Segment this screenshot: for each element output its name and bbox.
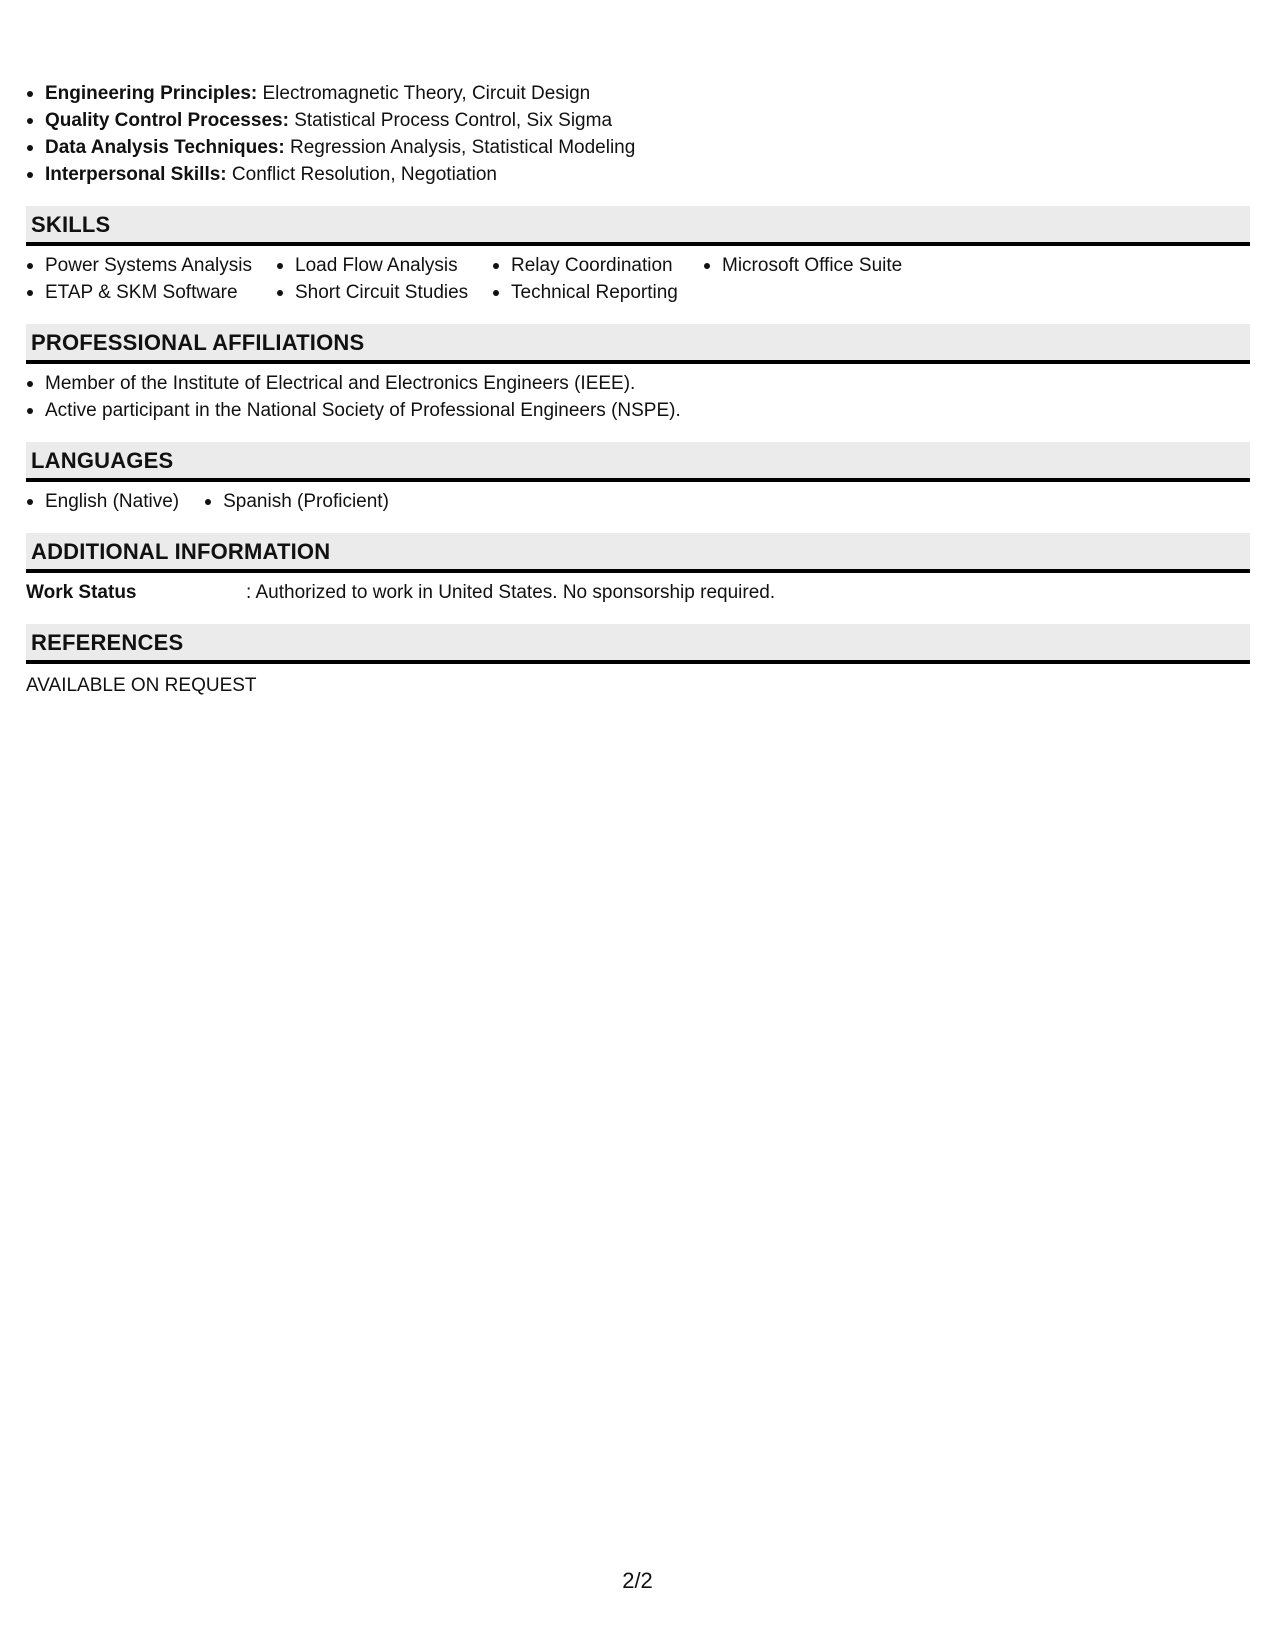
skills-list bbox=[26, 252, 1250, 306]
competency-text: Conflict Resolution, Negotiation bbox=[231, 164, 497, 185]
affiliation-item: Member of the Institute of Electrical and Electronics Engineers (IEEE). bbox=[26, 370, 1250, 397]
skill-item: Power Systems Analysis bbox=[26, 252, 276, 279]
skill-item: Load Flow Analysis bbox=[276, 252, 492, 279]
skills-section-body bbox=[26, 252, 1250, 306]
skill-item: ETAP & SKM Software bbox=[26, 279, 276, 306]
affiliations-section-header bbox=[26, 324, 1250, 364]
references-section-header bbox=[26, 624, 1250, 664]
work-status-label: Work Status bbox=[26, 582, 137, 603]
section-title: ADDITIONAL INFORMATION bbox=[31, 538, 331, 564]
list-item bbox=[26, 161, 1250, 188]
list-item bbox=[26, 134, 1250, 161]
references-text: AVAILABLE ON REQUEST bbox=[26, 675, 257, 696]
additional-info-section-header bbox=[26, 533, 1250, 573]
competency-label: Interpersonal Skills: bbox=[45, 164, 227, 185]
languages-list bbox=[26, 488, 1250, 515]
competency-label: Data Analysis Techniques: bbox=[45, 137, 285, 158]
page-number: 2/2 bbox=[622, 1568, 653, 1593]
competency-text: Electromagnetic Theory, Circuit Design bbox=[262, 83, 591, 104]
section-title: REFERENCES bbox=[31, 629, 184, 655]
competency-label: Quality Control Processes: bbox=[45, 110, 289, 131]
list-item bbox=[26, 80, 1250, 107]
list-item bbox=[26, 107, 1250, 134]
section-title: SKILLS bbox=[31, 211, 111, 237]
skills-section-header bbox=[26, 206, 1250, 246]
competency-label: Engineering Principles: bbox=[45, 83, 258, 104]
affiliations-section-body bbox=[26, 370, 1250, 424]
affiliation-item: Active participant in the National Society of Professional Engineers (NSPE). bbox=[26, 397, 1250, 424]
additional-info-section-body bbox=[26, 579, 1250, 606]
work-status-row bbox=[26, 579, 1250, 606]
languages-section-header bbox=[26, 442, 1250, 482]
skill-item: Technical Reporting bbox=[492, 279, 703, 306]
affiliations-list bbox=[26, 370, 1250, 424]
language-item: English (Native) bbox=[26, 488, 179, 515]
skill-item: Relay Coordination bbox=[492, 252, 703, 279]
languages-section-body bbox=[26, 488, 1250, 515]
section-title: LANGUAGES bbox=[31, 447, 174, 473]
skill-item: Short Circuit Studies bbox=[276, 279, 492, 306]
skill-item: Microsoft Office Suite bbox=[703, 252, 1003, 279]
resume-page bbox=[26, 80, 1250, 699]
competencies-list bbox=[26, 80, 1250, 188]
section-title: PROFESSIONAL AFFILIATIONS bbox=[31, 329, 365, 355]
work-status-value: : Authorized to work in United States. No sponsorship required. bbox=[246, 582, 776, 603]
language-item: Spanish (Proficient) bbox=[204, 488, 389, 515]
competency-text: Statistical Process Control, Six Sigma bbox=[294, 110, 613, 131]
competency-text: Regression Analysis, Statistical Modeling bbox=[289, 137, 636, 158]
